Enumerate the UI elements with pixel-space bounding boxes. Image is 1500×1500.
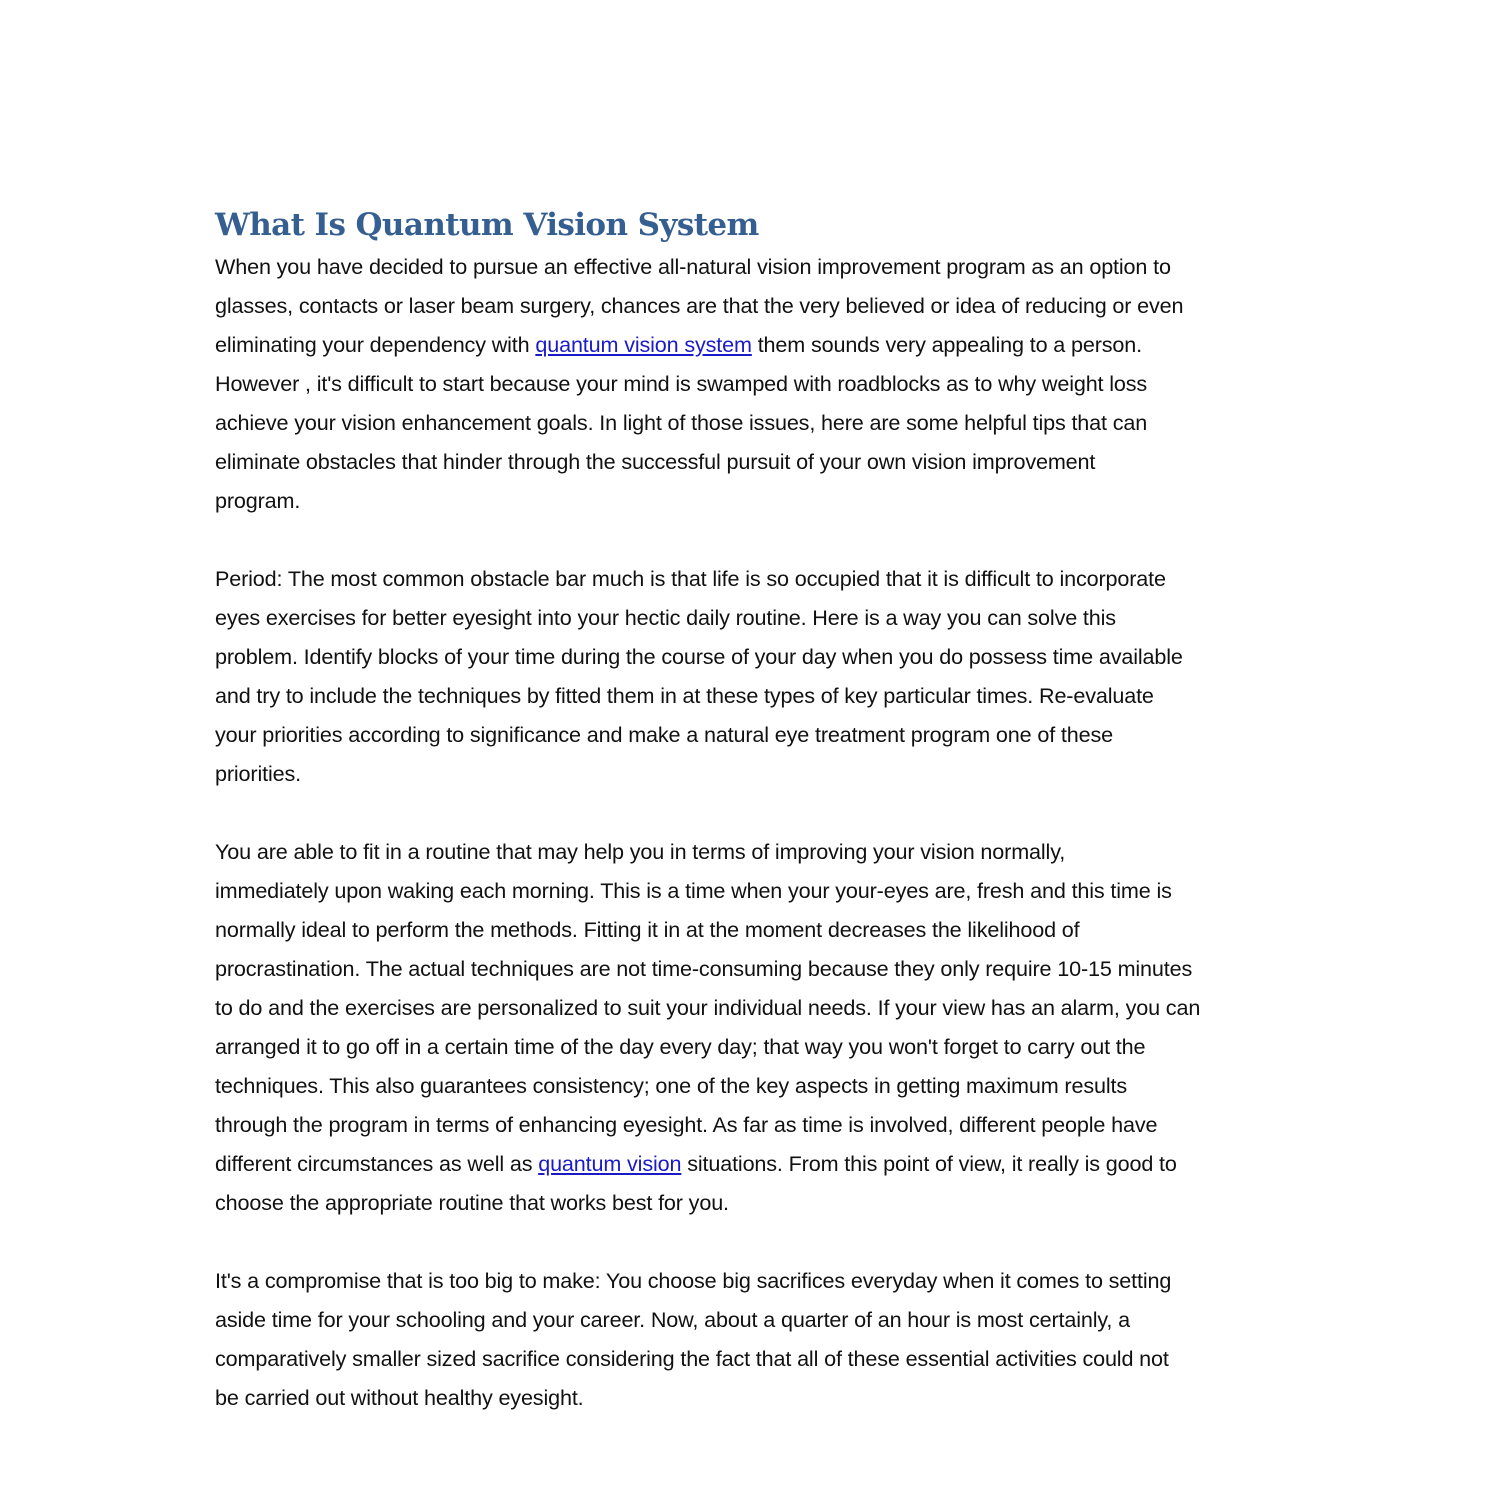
text-line: and try to include the techniques by fitted them in at these types of key particular times. Re-evaluate [215, 683, 1154, 708]
text-line: When you have decided to pursue an effective all-natural vision improvement program as an option to [215, 254, 1171, 279]
paragraph [215, 559, 1445, 793]
document-page [215, 203, 1445, 1456]
text-line: glasses, contacts or laser beam surgery, chances are that the very believed or idea of reducing or even [215, 293, 1184, 318]
text-line: priorities. [215, 761, 301, 786]
text-line: problem. Identify blocks of your time during the course of your day when you do possess time available [215, 644, 1183, 669]
text-line: program. [215, 488, 301, 513]
text-segment: different circumstances as well as [215, 1151, 539, 1176]
text-line: normally ideal to perform the methods. Fitting it in at the moment decreases the likelihood of [215, 917, 1080, 942]
text-line: your priorities according to significance and make a natural eye treatment program one of these [215, 722, 1113, 747]
text-line: choose the appropriate routine that works best for you. [215, 1190, 729, 1215]
paragraph [215, 247, 1445, 520]
text-line [215, 325, 1445, 364]
text-line: eyes exercises for better eyesight into your hectic daily routine. Here is a way you can solve this [215, 605, 1116, 630]
text-line: immediately upon waking each morning. This is a time when your your-eyes are, fresh and this time is [215, 878, 1172, 903]
text-line: You are able to fit in a routine that may help you in terms of improving your vision normally, [215, 839, 1066, 864]
text-line: to do and the exercises are personalized to suit your individual needs. If your view has an alarm, you can [215, 995, 1201, 1020]
quantum-vision-link[interactable]: quantum vision system [535, 332, 752, 357]
text-line: comparatively smaller sized sacrifice considering the fact that all of these essential activities could not [215, 1346, 1169, 1371]
text-line: Period: The most common obstacle bar much is that life is so occupied that it is difficult to incorporate [215, 566, 1166, 591]
text-line: through the program in terms of enhancing eyesight. As far as time is involved, different people have [215, 1112, 1158, 1137]
paragraph [215, 832, 1445, 1222]
quantum-vision-link[interactable]: quantum vision [538, 1151, 682, 1176]
text-line: achieve your vision enhancement goals. In light of those issues, here are some helpful tips that can [215, 410, 1148, 435]
text-line: However , it's difficult to start because your mind is swamped with roadblocks as to why weight loss [215, 371, 1148, 396]
document-body [215, 247, 1445, 1417]
text-line: procrastination. The actual techniques are not time-consuming because they only require 10-15 minutes [215, 956, 1193, 981]
text-segment: them sounds very appealing to a person. [751, 332, 1142, 357]
paragraph [215, 1261, 1445, 1417]
text-line: aside time for your schooling and your career. Now, about a quarter of an hour is most certainly, a [215, 1307, 1130, 1332]
text-line: eliminate obstacles that hinder through the successful pursuit of your own vision improvement [215, 449, 1096, 474]
text-line [215, 1144, 1445, 1183]
text-line: It's a compromise that is too big to make: You choose big sacrifices everyday when it comes to setting [215, 1268, 1172, 1293]
text-segment: eliminating your dependency with [215, 332, 536, 357]
text-segment: situations. From this point of view, it really is good to [681, 1151, 1177, 1176]
document-title: What Is Quantum Vision System [215, 207, 759, 243]
text-line: techniques. This also guarantees consistency; one of the key aspects in getting maximum results [215, 1073, 1127, 1098]
text-line: be carried out without healthy eyesight. [215, 1385, 584, 1410]
text-line: arranged it to go off in a certain time of the day every day; that way you won't forget to carry out the [215, 1034, 1146, 1059]
